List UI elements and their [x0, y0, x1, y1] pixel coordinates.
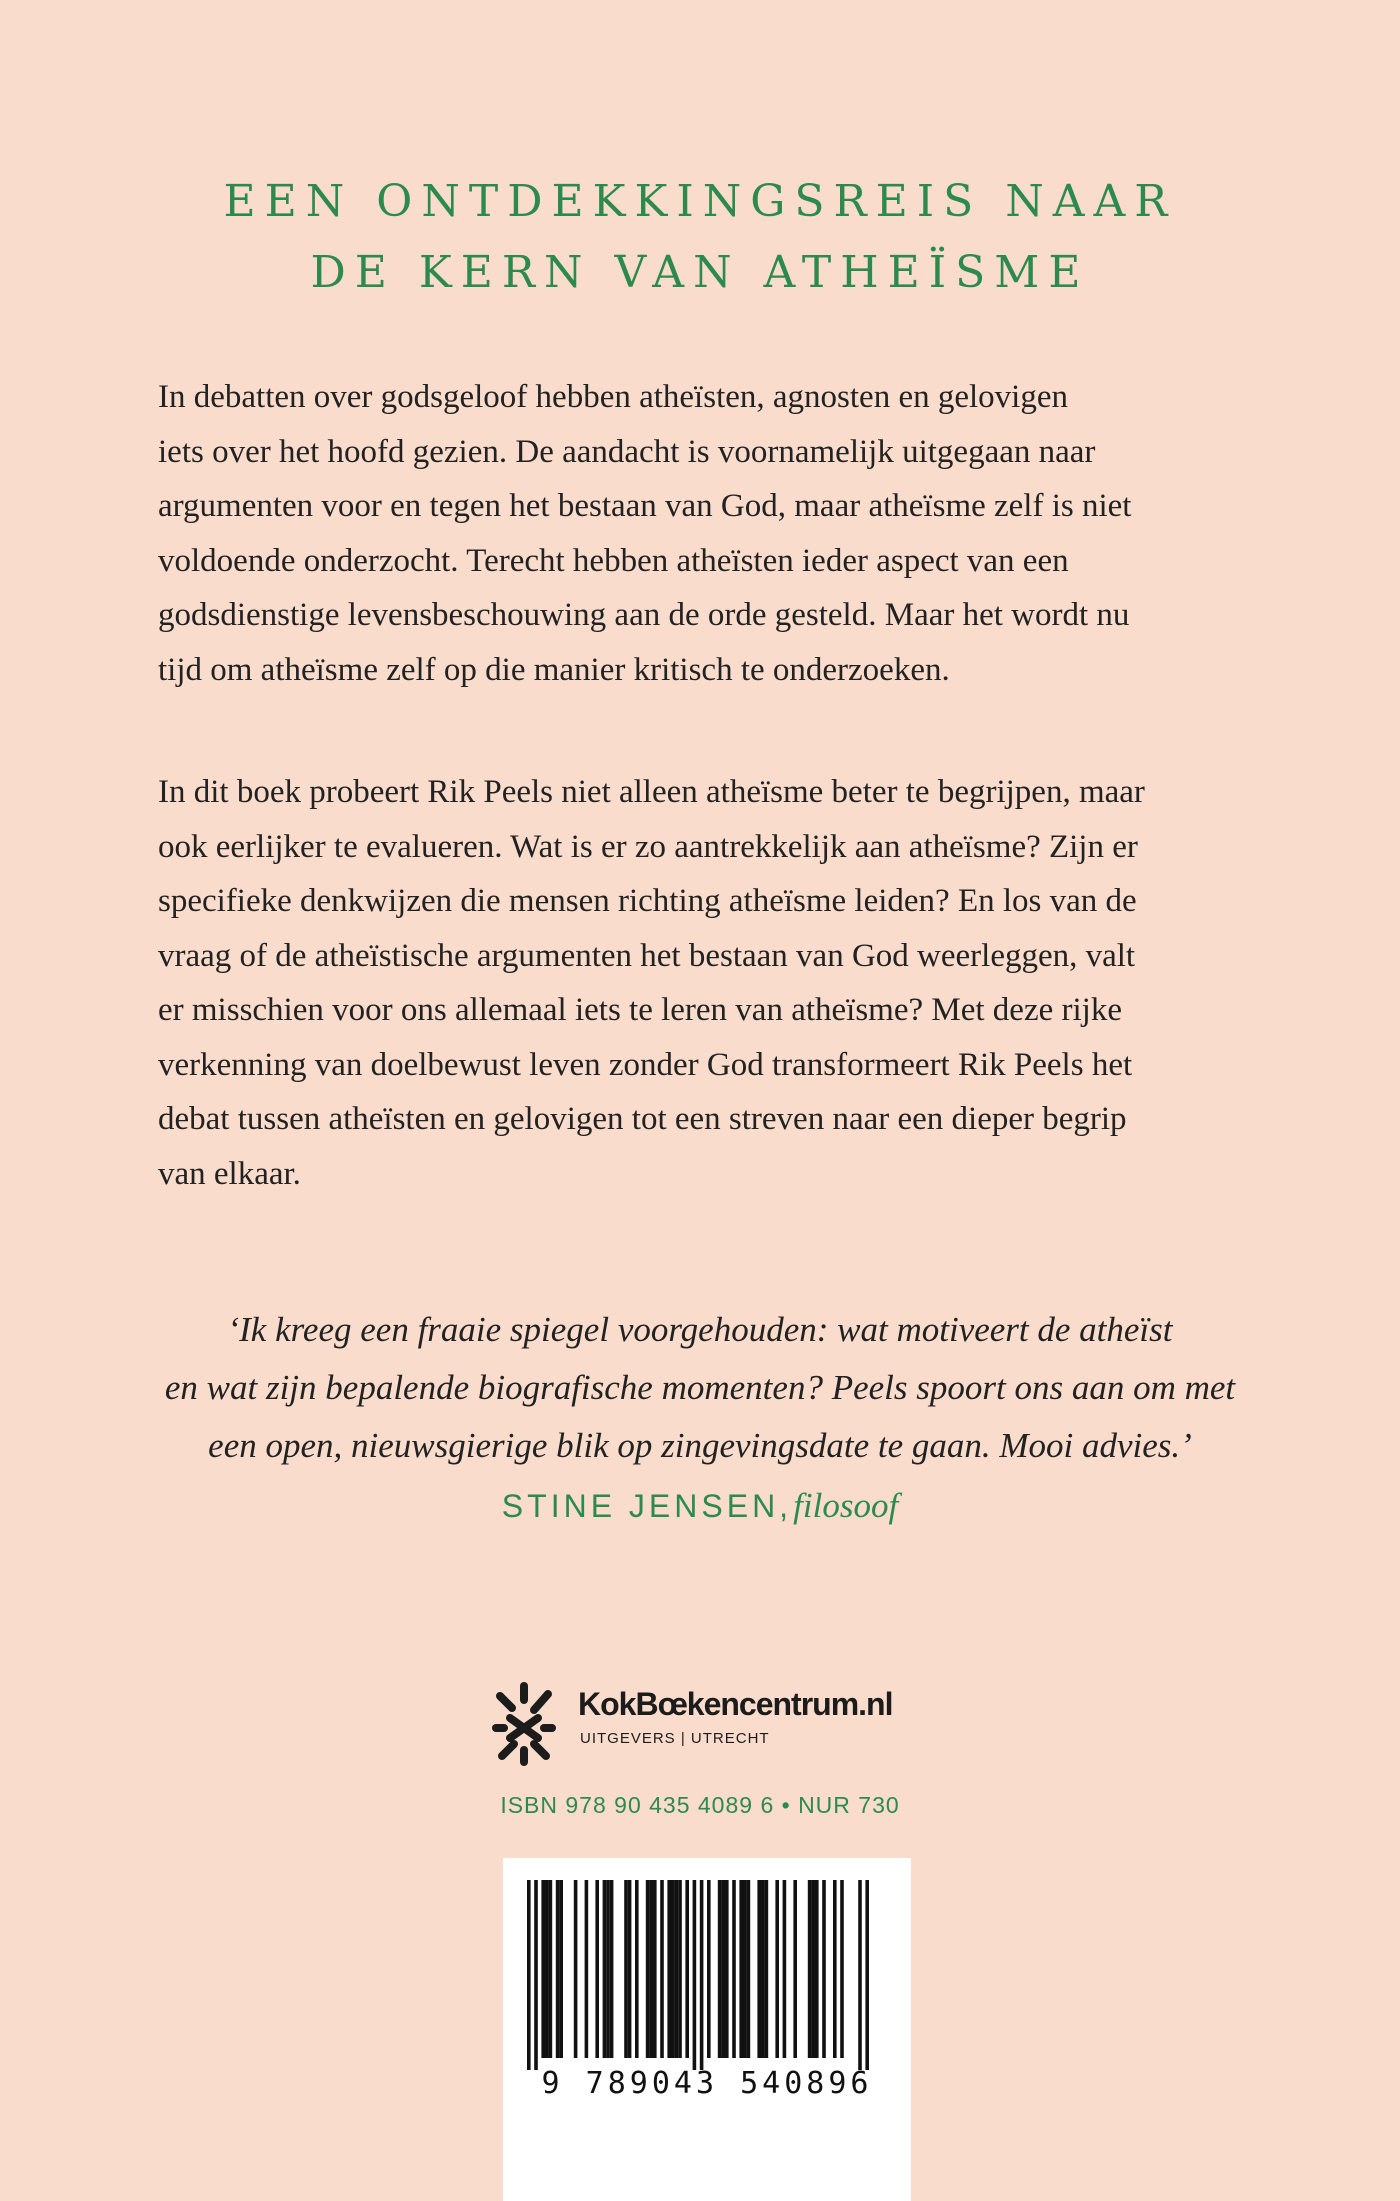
- attribution-separator: ,: [779, 1488, 789, 1524]
- barcode-bar: [660, 1880, 664, 2058]
- barcode-bar: [721, 1880, 725, 2058]
- barcode-bar: [783, 1880, 787, 2058]
- barcode-bar: [718, 1880, 722, 2058]
- barcode-bar: [693, 1880, 697, 2070]
- barcode-bar: [646, 1880, 650, 2058]
- isbn-nur-line: ISBN 978 90 435 4089 6 • NUR 730: [500, 1792, 900, 1818]
- barcode-bar: [574, 1880, 578, 2058]
- barcode-bar: [527, 1880, 531, 2070]
- paragraph-line: specifieke denkwijzen die mensen richting atheïsme leiden? En los van de: [158, 883, 1137, 919]
- headline-line-2: DE KERN VAN ATHEÏSME: [310, 247, 1090, 298]
- paragraph-line: voldoende onderzocht. Terecht hebben atheïsten ieder aspect van een: [158, 542, 1069, 579]
- barcode-digits: 9 789043 540896: [541, 2066, 873, 2101]
- paragraph-line: van elkaar.: [158, 1155, 301, 1192]
- intro-paragraph: [158, 370, 1248, 697]
- barcode-bar: [732, 1880, 736, 2058]
- barcode-bar: [628, 1880, 632, 2058]
- paragraph-line: er misschien voor ons allemaal iets te leren van atheïsme? Met deze rijke: [158, 992, 1122, 1028]
- headline-line-1: EEN ONTDEKKINGSREIS NAAR: [223, 176, 1177, 227]
- quote-author-role: filosoof: [793, 1486, 899, 1525]
- barcode-bar: [811, 1880, 815, 2058]
- quote-attribution: [0, 1477, 1400, 1541]
- paragraph-line: argumenten voor en tegen het bestaan van God, maar atheïsme zelf is niet: [158, 488, 1132, 524]
- paragraph-line: tijd om atheïsme zelf op die manier kritisch te onderzoeken.: [158, 651, 950, 688]
- barcode-bar: [603, 1880, 607, 2058]
- publisher-name: KokBœkencentrum.nl: [578, 1686, 893, 1722]
- barcode-bar: [775, 1880, 779, 2058]
- paragraph-line: In debatten over godsgeloof hebben atheïsten, agnosten en gelovigen: [158, 379, 1068, 415]
- barcode-bar: [840, 1880, 844, 2058]
- paragraph-line: vraag of de atheïstische argumenten het bestaan van God weerleggen, valt: [158, 937, 1136, 974]
- barcode-bar: [765, 1880, 769, 2058]
- barcode-bar: [793, 1880, 797, 2058]
- barcode-bar: [549, 1880, 553, 2058]
- barcode-panel: [503, 1858, 911, 2201]
- quote-author: STINE JENSEN: [501, 1488, 780, 1524]
- barcode-bar: [667, 1880, 671, 2058]
- barcode-bar: [635, 1880, 639, 2058]
- barcode-bar: [865, 1880, 869, 2070]
- barcode-bar: [757, 1880, 761, 2058]
- description-paragraph: [158, 765, 1248, 1201]
- barcode-bar: [707, 1880, 711, 2058]
- paragraph-line: godsdienstige levensbeschouwing aan de orde gesteld. Maar het wordt nu: [158, 597, 1130, 633]
- barcode-bar: [624, 1880, 628, 2058]
- quote-line: een open, nieuwsgierige blik op zingevingsdate te gaan. Mooi advies.’: [208, 1426, 1192, 1465]
- barcode-bar: [675, 1880, 679, 2058]
- barcode-bar: [858, 1880, 862, 2070]
- barcode-bar: [610, 1880, 614, 2058]
- barcode-bar: [595, 1880, 599, 2058]
- barcode-bar: [822, 1880, 826, 2058]
- barcode-bar: [559, 1880, 563, 2058]
- paragraph-line: ook eerlijker te evalueren. Wat is er zo aantrekkelijk aan atheïsme? Zijn er: [158, 828, 1138, 865]
- publisher-subtitle: UITGEVERS | UTRECHT: [580, 1730, 770, 1747]
- publisher-mark-icon: [490, 1680, 558, 1768]
- publisher-logo: [490, 1680, 950, 1780]
- barcode-bar: [700, 1880, 704, 2070]
- barcode-bar: [833, 1880, 837, 2058]
- endorsement-quote: [0, 1301, 1400, 1475]
- paragraph-line: iets over het hoofd gezien. De aandacht is voornamelijk uitgegaan naar: [158, 433, 1096, 470]
- barcode-bar: [534, 1880, 538, 2070]
- barcode-bar: [556, 1880, 560, 2058]
- barcode-bar: [815, 1880, 819, 2058]
- barcode-bar: [585, 1880, 589, 2058]
- barcode-bar: [671, 1880, 675, 2058]
- barcode-bar: [649, 1880, 653, 2058]
- quote-line: en wat zijn bepalende biografische momenten? Peels spoort ons aan om met: [164, 1368, 1236, 1407]
- barcode-bar: [545, 1880, 549, 2058]
- barcode-bar: [761, 1880, 765, 2058]
- barcode-bar: [541, 1880, 545, 2058]
- barcode-bar: [747, 1880, 751, 2058]
- barcode-bar: [808, 1880, 812, 2058]
- barcode-bar: [725, 1880, 729, 2058]
- barcode: [503, 1858, 911, 2201]
- paragraph-line: In dit boek probeert Rik Peels niet alleen atheïsme beter te begrijpen, maar: [158, 774, 1145, 810]
- paragraph-line: debat tussen atheïsten en gelovigen tot een streven naar een dieper begrip: [158, 1101, 1127, 1137]
- barcode-bar: [678, 1880, 682, 2058]
- paragraph-line: verkenning van doelbewust leven zonder God transformeert Rik Peels het: [158, 1046, 1133, 1083]
- barcode-bar: [606, 1880, 610, 2058]
- barcode-bar: [653, 1880, 657, 2058]
- barcode-bar: [739, 1880, 743, 2058]
- barcode-bar: [743, 1880, 747, 2058]
- barcode-bar: [685, 1880, 689, 2058]
- quote-line: ‘Ik kreeg een fraaie spiegel voorgehouden: wat motiveert de atheïst: [227, 1310, 1173, 1349]
